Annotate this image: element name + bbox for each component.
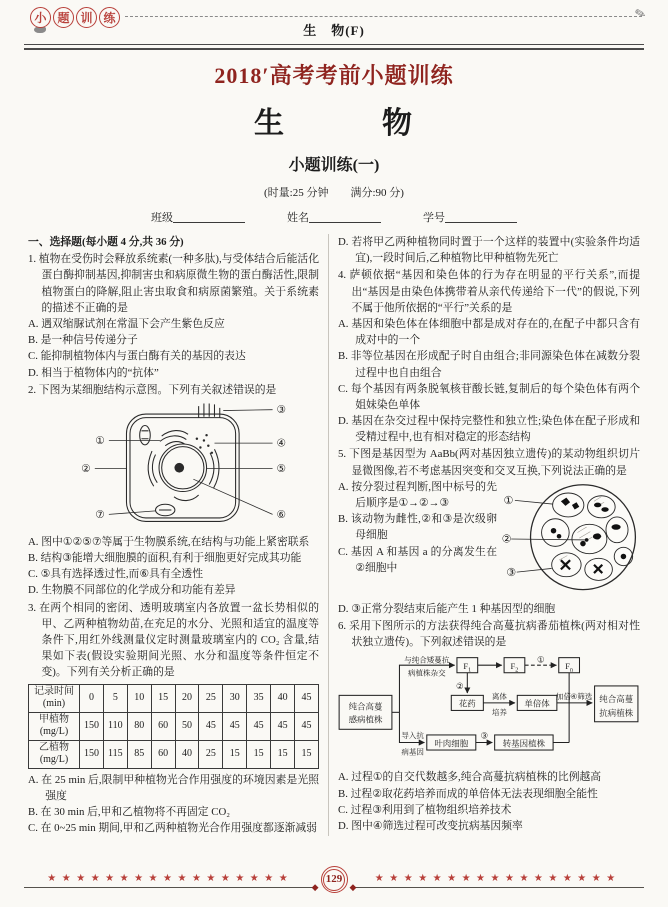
class-blank (173, 210, 245, 223)
flow-step3: ③ (480, 731, 489, 742)
option: C. 能抑制植物体内与蛋白酶有关的基因的表达 (28, 350, 246, 363)
table-row-label: 乙植物(mg/L) (29, 740, 80, 768)
q5-body (338, 479, 640, 601)
option: C. 基因 A 和基因 a 的分离发生在②细胞中 (338, 545, 497, 574)
diamond-icon: ◆ (349, 883, 357, 893)
option: C. 在 0~25 min 期间,甲和乙两种植物光合作用强度都逐渐减弱 (28, 822, 317, 835)
q3-table (28, 684, 319, 769)
id-blank (445, 210, 517, 223)
footer-rule-right (349, 883, 645, 893)
flow-f2: F (510, 661, 516, 672)
flow-haploid: 单倍体 (524, 699, 550, 710)
flow-insert-line1: 导入抗 (401, 731, 424, 741)
option: A. 在 25 min 后,限制甲种植物光合作用强度的环境因素是光照强度 (28, 773, 319, 802)
table-cell: 45 (199, 712, 223, 740)
page-title: 2018′高考考前小题训练 (214, 63, 454, 88)
exam-meta: (时量:25 分钟 满分:90 分) (264, 187, 404, 199)
table-row-label: 甲植物(mg/L) (29, 712, 80, 740)
table-cell: 45 (223, 712, 247, 740)
q5-option-d: D. ③正常分裂结束后能产生 1 种基因型的细胞 (338, 602, 556, 615)
q5-label-2: ② (502, 533, 512, 546)
badge-char: 题 (53, 7, 74, 28)
table-cell: 60 (151, 712, 175, 740)
flow-step1: ① (537, 654, 545, 665)
footer-rule-left (24, 883, 319, 893)
header-subject: 生 物(F) (303, 23, 365, 38)
option: A. 基因和染色体在体细胞中都是成对存在的,在配子中都只含有成对中的一个 (338, 317, 640, 347)
option: B. 是一种信号传递分子 (28, 334, 138, 347)
q3-options-abc (28, 772, 319, 837)
q3-option-d: D. 若将甲乙两种植物同时置于一个这样的装置中(实验条件均适宜),一段时间后,乙种植物比甲种植物先死亡 (338, 236, 640, 265)
series-badge (30, 7, 120, 28)
table-cell: 110 (103, 712, 127, 740)
option: A. 过程①的自交代数越多,纯合高蔓抗病植株的比例越高 (338, 771, 602, 784)
table-cell: 85 (127, 740, 151, 768)
q6-flow-diagram (338, 652, 640, 767)
table-cell: 25 (199, 684, 223, 712)
section-header: 一、选择题(每小题 4 分,共 36 分) (28, 236, 184, 248)
q1-stem: 1. 植物在受伤时会释放系统素(一种多肽),与受体结合后能活化蛋白酶抑制基因,抑制害虫和病原微生物的蛋白酶活性,限制植物蛋白的降解,阻止害虫取食和病原菌繁殖。关于系统素的描述不正确的是 (28, 253, 319, 314)
flow-anther: 花药 (458, 699, 476, 710)
option: D. 相当于植物体内的“抗体” (28, 366, 159, 379)
q2-stem: 2. 下图为某细胞结构示意图。下列有关叙述错误的是 (28, 383, 277, 396)
option: B. 该动物为雌性,②和③是次级卵母细胞 (338, 513, 497, 542)
footer-stars-left (24, 871, 319, 893)
class-field: 班级 (151, 210, 245, 227)
option: D. 基因在杂交过程中保持完整性和独立性;染色体在配子形成和受精过程中,也有相对稳定的形态结构 (338, 415, 640, 444)
flow-transgenic: 转基因植株 (502, 738, 546, 749)
q2-options (28, 534, 319, 599)
flow-double-label: 加倍 (555, 692, 571, 702)
table-row-label: 记录时间(min) (29, 684, 80, 712)
table-cell: 40 (271, 684, 295, 712)
badge-char: 训 (76, 7, 97, 28)
table-cell: 60 (151, 740, 175, 768)
table-cell: 25 (199, 740, 223, 768)
dash-rule (125, 16, 642, 17)
flow-screen-label: ④筛选 (570, 692, 593, 702)
q6-stem: 6. 采用下图所示的方法获得纯合高蔓抗病番茄植株(两对相对性状独立遗传)。下列叙述错误的是 (338, 620, 640, 649)
option: B. 非等位基因在形成配子时自由组合;非同源染色体在减数分裂过程中也自由组合 (338, 350, 640, 379)
table-cell: 30 (223, 684, 247, 712)
table-cell: 40 (175, 740, 199, 768)
table-cell: 115 (103, 740, 127, 768)
flow-left-box-line1: 纯合高蔓 (348, 701, 383, 712)
q2-label-7: ⑦ (94, 509, 105, 521)
table-cell: 150 (80, 712, 104, 740)
option: D. 生物膜不同部位的化学成分和功能有差异 (28, 584, 236, 597)
flow-insert-line2: 病基因 (401, 748, 424, 758)
double-rule (24, 44, 644, 50)
q6-options (338, 769, 640, 834)
q4-stem: 4. 萨顿依据“基因和染色体的行为存在明显的平行关系”,而提出“基因是由染色体携带着从亲代传递给下一代”的假说,下列不属于他所依据的“平行”关系的是 (338, 269, 640, 314)
q5-micrograph (502, 479, 640, 599)
flow-step2: ② (455, 681, 464, 692)
page-number: 129 (325, 873, 343, 886)
q2-label-2: ② (80, 464, 91, 476)
q5-label-1: ① (503, 494, 514, 507)
table-cell: 10 (127, 684, 151, 712)
table-cell: 15 (295, 740, 319, 768)
q2-label-6: ⑥ (276, 509, 286, 521)
option: B. 过程②取花药培养而成的单倍体无法表现细胞全能性 (338, 787, 598, 800)
student-fields (0, 210, 668, 227)
q2-label-3: ③ (276, 405, 286, 417)
table-cell: 45 (271, 712, 295, 740)
flow-invitro-line2: 培养 (491, 708, 507, 718)
page-number-badge (321, 866, 348, 893)
table-cell: 15 (271, 740, 295, 768)
question-columns (28, 234, 640, 836)
flow-fn-sub: n (569, 667, 574, 674)
table-cell: 80 (127, 712, 151, 740)
option: B. 结构③能增大细胞膜的面积,有利于细胞更好完成其功能 (28, 552, 302, 565)
table-cell: 15 (151, 684, 175, 712)
table-cell: 150 (80, 740, 104, 768)
option: C. ⑤具有选择透过性,而⑥具有全透性 (28, 568, 204, 581)
section-title: 小题训练(一) (288, 157, 380, 174)
diamond-icon: ◆ (311, 883, 319, 893)
badge-char: 练 (99, 7, 120, 28)
option: D. 图中④筛选过程可改变抗病基因频率 (338, 819, 523, 832)
table-cell: 15 (223, 740, 247, 768)
option: A. 按分裂过程判断,图中标号的先后顺序是①→②→③ (338, 480, 497, 509)
name-field: 姓名 (287, 210, 381, 227)
title-block (0, 59, 668, 226)
table-cell: 45 (295, 712, 319, 740)
table-cell: 45 (295, 684, 319, 712)
table-cell: 50 (175, 712, 199, 740)
option: A. 图中①②⑤⑦等属于生物膜系统,在结构与功能上紧密联系 (28, 535, 310, 548)
option: A. 遇双缩脲试剂在常温下会产生紫色反应 (28, 317, 225, 330)
table-cell: 5 (103, 684, 127, 712)
flow-invitro-line1: 离体 (491, 692, 507, 702)
flow-right-box-line1: 纯合高蔓 (599, 694, 634, 705)
q2-label-5: ⑤ (276, 464, 286, 476)
table-cell: 20 (175, 684, 199, 712)
table-cell: 0 (80, 684, 104, 712)
flow-left-box-line2: 感病植株 (348, 715, 383, 726)
flow-cross-line2: 病植株杂交 (407, 668, 446, 678)
q5-stem: 5. 下图是基因型为 AaBb(两对基因独立遗传)的某动物组织切片显微图像,若不考虑基因突变和交叉互换,下列说法正确的是 (338, 448, 640, 477)
q5-label-3: ③ (506, 566, 517, 579)
option: B. 在 30 min 后,甲和乙植物将不再固定 CO₂ (28, 805, 231, 818)
q1-options (28, 316, 319, 381)
footer-stars-right (349, 871, 645, 893)
table-cell: 15 (247, 740, 271, 768)
flow-right-box-line2: 抗病植株 (599, 708, 634, 719)
left-column (28, 234, 328, 836)
page-footer (24, 866, 644, 893)
q2-label-1: ① (94, 435, 105, 447)
id-field: 学号 (423, 210, 517, 227)
q2-cell-diagram (36, 400, 312, 532)
table-cell: 45 (247, 712, 271, 740)
flow-f2-sub: 2 (515, 667, 519, 674)
table-cell: 35 (247, 684, 271, 712)
option: C. 每个基因有两条脱氧核苷酸长链,复制后的每个染色体有两个姐妹染色单体 (338, 382, 640, 411)
flow-f1: F (463, 661, 469, 672)
option: C. 过程③利用到了植物组织培养技术 (338, 803, 512, 816)
flow-f1-sub: 1 (468, 667, 472, 674)
subject-title: 生 物 (254, 107, 414, 140)
q2-label-4: ④ (276, 438, 286, 450)
flow-fn: F (565, 661, 570, 672)
star-row-right: ★★★★★★★★★★★★★★★★★ (374, 873, 621, 884)
pencil-icon: ✎ (633, 4, 648, 23)
star-row-left: ★★★★★★★★★★★★★★★★★ (47, 873, 294, 884)
q4-options (338, 316, 640, 446)
q3-stem: 3. 在两个相同的密闭、透明玻璃室内各放置一盆长势相似的甲、乙两种植物幼苗,在充足的水分、光照和适宜的温度等条件下,用红外线测量仪定时测量玻璃室内的 CO₂ 含量,结果如下表(假设实验期间光照、水分和温度等条件恒定不变)。下列有关分析正确的是 (28, 601, 319, 679)
badge-char: 小 (30, 7, 51, 28)
page-header (0, 0, 668, 44)
right-column (328, 234, 640, 836)
flow-leaf-cell: 叶肉细胞 (434, 738, 469, 749)
name-blank (309, 210, 381, 223)
flow-cross-line1: 与纯合矮蔓抗 (404, 655, 450, 665)
